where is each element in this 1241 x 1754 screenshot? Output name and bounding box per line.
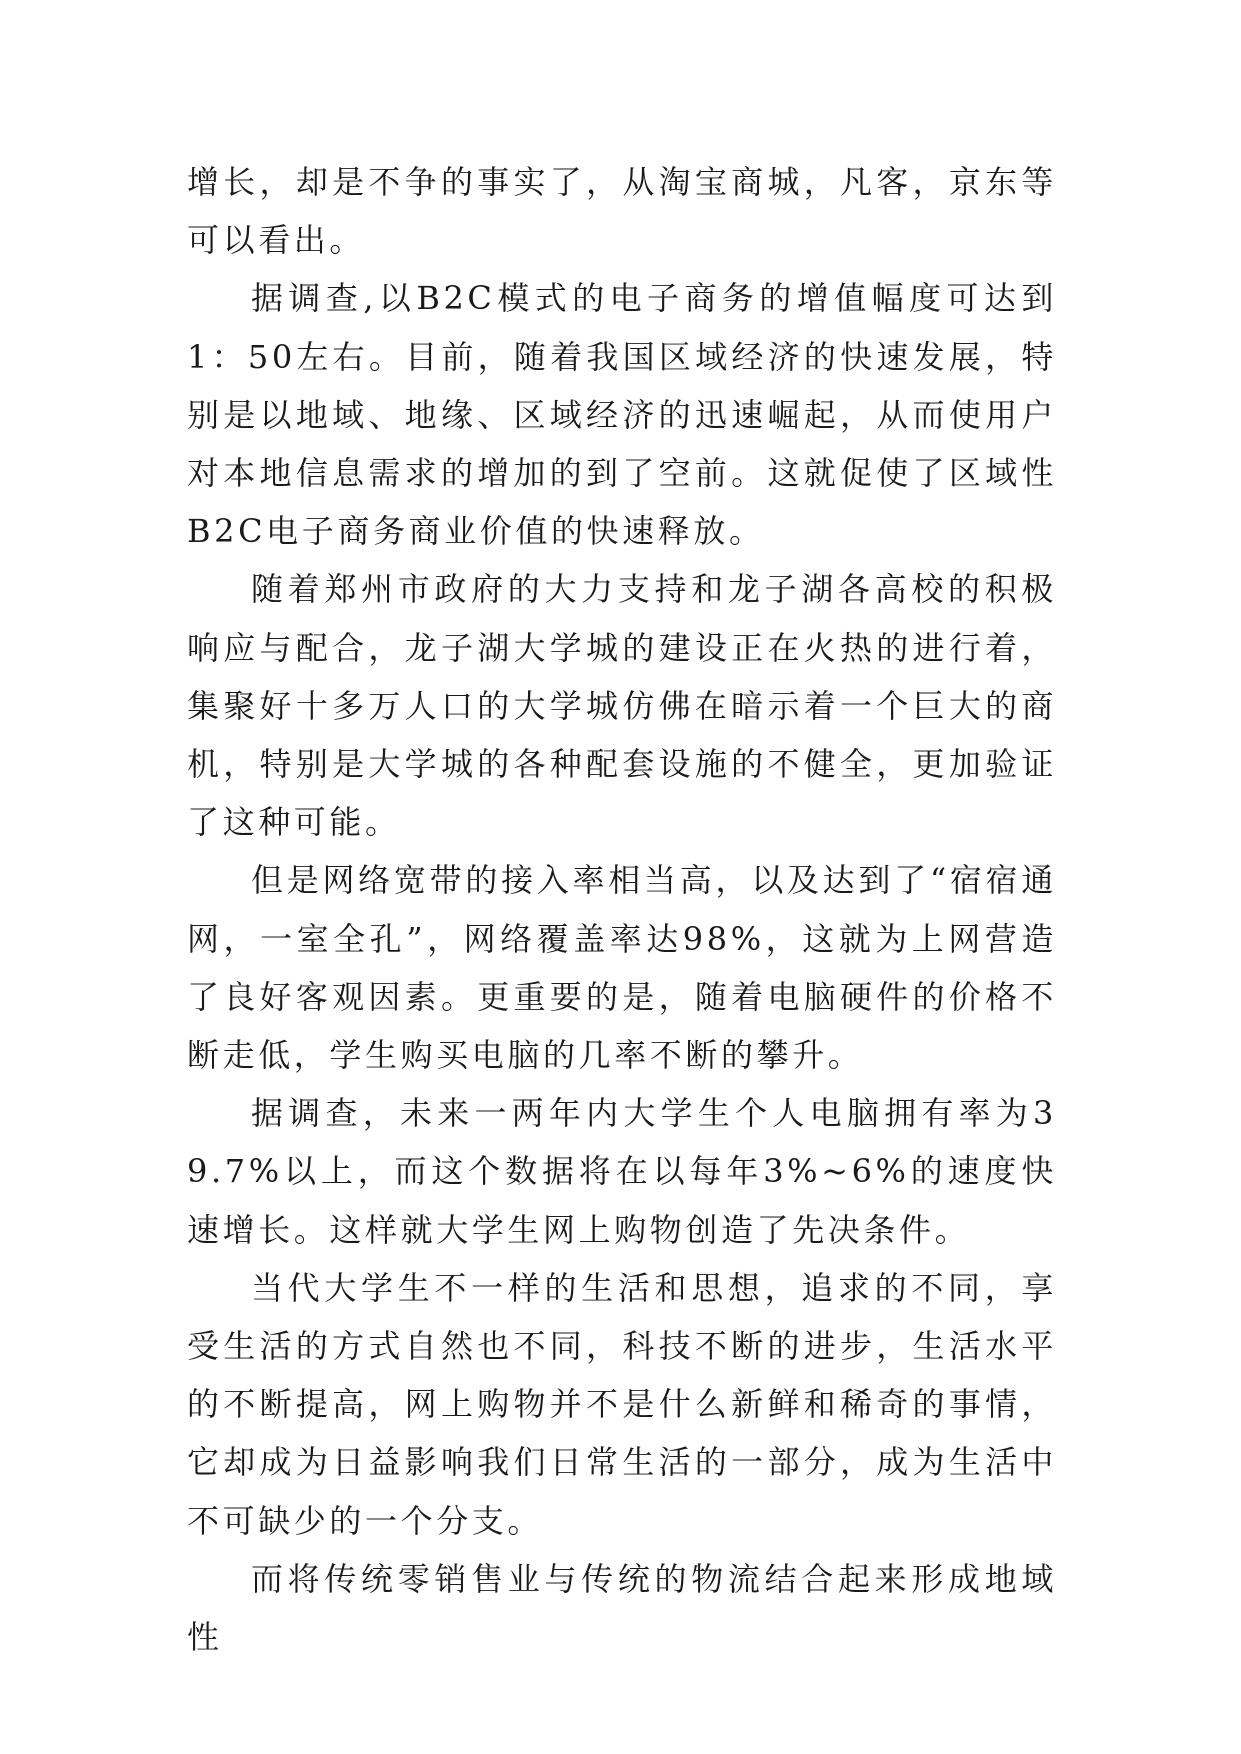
document-body (187, 153, 1057, 1666)
paragraph-continuation: 增长，却是不争的事实了，从淘宝商城，凡客，京东等可以看出。 (187, 163, 1057, 260)
paragraph-university-town: 随着郑州市政府的大力支持和龙子湖各高校的积极响应与配合，龙子湖大学城的建设正在火热的进行着，集聚好十多万人口的大学城仿佛在暗示着一个巨大的商机，特别是大学城的各种配套设施的不健全，更加验证了这种可能。 (187, 570, 1057, 842)
paragraph-computer-ownership: 据调查，未来一两年内大学生个人电脑拥有率为39.7%以上，而这个数据将在以每年3%~6%的速度快速增长。这样就大学生网上购物创造了先决条件。 (187, 1094, 1057, 1249)
paragraph-logistics: 而将传统零销售业与传统的物流结合起来形成地域性 (187, 1559, 1057, 1657)
paragraph-b2c-value: 据调查,以B2C模式的电子商务的增值幅度可达到1：50左右。目前，随着我国区域经济的快速发展，特别是以地域、地缘、区域经济的迅速崛起，从而使用户对本地信息需求的增加的到了空前。这就促使了区域性B2C电子商务商业价值的快速释放。 (187, 279, 1057, 551)
paragraph-student-lifestyle: 当代大学生不一样的生活和思想，追求的不同，享受生活的方式自然也不同，科技不断的进步，生活水平的不断提高，网上购物并不是什么新鲜和稀奇的事情，它却成为日益影响我们日常生活的一部分，成为生活中不可缺少的一个分支。 (187, 1268, 1057, 1540)
paragraph-network-coverage: 但是网络宽带的接入率相当高，以及达到了“宿宿通网，一室全孔”，网络覆盖率达98%，这就为上网营造了良好客观因素。更重要的是，随着电脑硬件的价格不断走低，学生购买电脑的几率不断的攀升。 (187, 861, 1057, 1075)
